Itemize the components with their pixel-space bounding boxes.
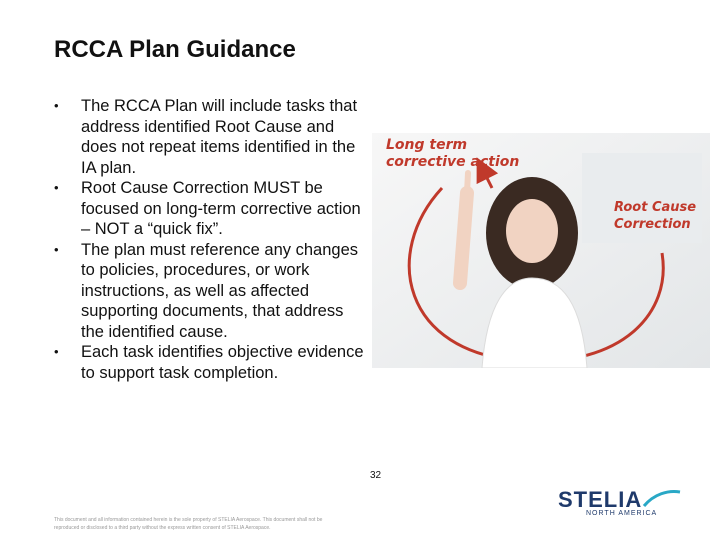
- bullet-glyph: •: [54, 344, 59, 359]
- bullet-glyph: •: [54, 98, 59, 113]
- bullet-item: [52, 240, 370, 343]
- footer-line-1: This document and all information contained herein is the sole property of STELIA Aerospace. This document shall not be: [54, 517, 323, 523]
- logo-brand: STELIA: [558, 487, 643, 512]
- logo-subline: NORTH AMERICA: [586, 510, 658, 517]
- bullet-item: [52, 342, 370, 383]
- label-corrective-action: corrective action: [386, 154, 520, 170]
- footer-line-2: reproduced or disclosed to a third party without the express written consent of STELIA Aerospace.: [54, 525, 271, 531]
- bullet-glyph: •: [54, 180, 59, 195]
- face: [506, 199, 558, 263]
- woman-pointing-photo: [372, 133, 710, 368]
- stelia-logo: [556, 486, 682, 520]
- bullet-text: The plan must reference any changes to policies, procedures, or work instructions, as well as affected supporting documents, that address the identified cause.: [81, 240, 358, 341]
- bullet-glyph: •: [54, 241, 59, 257]
- page-number: 32: [370, 470, 382, 481]
- bullet-text: Root Cause Correction MUST be focused on long-term corrective action – NOT a “quick fix”.: [81, 179, 361, 238]
- label-root-cause: Root Cause: [614, 200, 697, 215]
- bullet-list: [52, 96, 370, 383]
- label-long-term: Long term: [386, 137, 468, 153]
- raised-arm: [460, 193, 467, 283]
- bullet-item: [52, 96, 370, 178]
- footer-disclaimer: [54, 516, 394, 532]
- bullet-item: [52, 178, 370, 240]
- label-correction: Correction: [614, 217, 691, 232]
- logo-swoosh: [644, 492, 680, 506]
- bullet-text: Each task identifies objective evidence to support task completion.: [81, 343, 364, 382]
- bullet-text: The RCCA Plan will include tasks that address identified Root Cause and does not repeat items identified in the IA plan.: [81, 97, 358, 177]
- slide-title: RCCA Plan Guidance: [54, 36, 296, 63]
- pointing-finger: [467, 173, 468, 193]
